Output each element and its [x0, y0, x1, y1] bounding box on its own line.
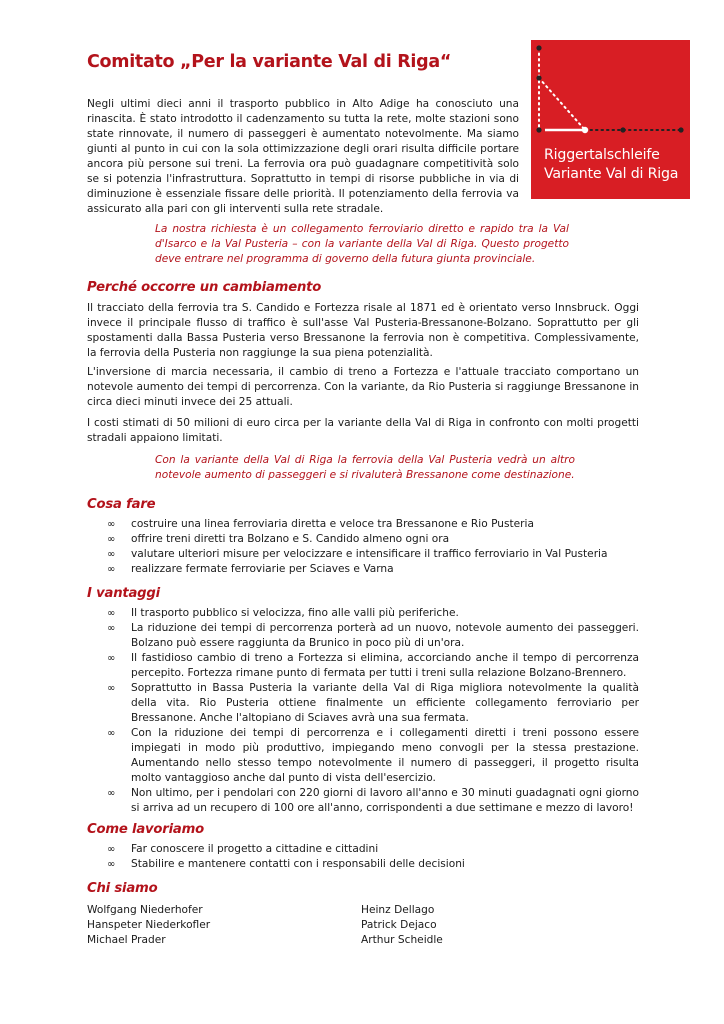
infinity-bullet-icon: ∞ [107, 549, 116, 560]
member-name: Heinz Dellago [361, 904, 435, 916]
logo [531, 40, 690, 199]
intro-quote: La nostra richiesta è un collegamento ferroviario diretto e rapido tra la Val d'Isarco e la Val Pusteria – con la variante della Val di Riga. Questo progetto deve entrare nel programma di governo della futura giunta provinciale. [155, 223, 569, 265]
infinity-bullet-icon: ∞ [107, 653, 116, 664]
list-item: ∞ valutare ulteriori misure per velocizzare e intensificare il traffico ferroviario in Val Pusteria [107, 548, 608, 560]
member-name: Michael Prader [87, 934, 166, 946]
list-item: ∞ La riduzione dei tempi di percorrenza porterà ad un nuovo, notevole aumento dei passeggeri. Bolzano può essere raggiunta da Brunico in poco più di un'ora. [107, 622, 639, 649]
logo-text [544, 146, 678, 184]
intro-paragraph: Negli ultimi dieci anni il trasporto pubblico in Alto Adige ha conosciuto una rinascita. È stato introdotto il cadenzamento su tutta la rete, molte stazioni sono state rinnovate, il numero di passeggeri è aumentato notevolmente. Ma siamo giunti al punto in cui con la sola ottimizzazione degli orari risulta difficile portare ancora più persone sui treni. La ferrovia ora può guadagnare competitività solo se si potenzia l'infrastruttura. Soprattutto in tempi di risorse pubbliche in via di diminuzione è essenziale fissare delle priorità. Il potenziamento della ferrovia va assicurato alla pari con gli interventi sulla rete stradale. [87, 98, 519, 215]
heading-todo: Cosa fare [87, 497, 156, 512]
heading-how: Come lavoriamo [87, 822, 205, 837]
infinity-bullet-icon: ∞ [107, 728, 116, 739]
member-name: Hanspeter Niederkofler [87, 919, 211, 931]
why-paragraph-1: Il tracciato della ferrovia tra S. Candido e Fortezza risale al 1871 ed è orientato verso Innsbruck. Oggi invece il principale flusso di traffico è sull'asse Val Pusteria-Bressanone-Bolzano. Soprattutto per gli spostamenti dalla Bassa Pusteria verso Bressanone la ferrovia non è competitiva. Complessivamente, la ferrovia della Pusteria non raggiunge la sua piena potenzialità. [87, 302, 639, 359]
infinity-bullet-icon: ∞ [107, 564, 116, 575]
list-item: ∞ costruire una linea ferroviaria diretta e veloce tra Bressanone e Rio Pusteria [107, 518, 534, 530]
how-list [87, 842, 639, 872]
benefits-list [87, 606, 639, 816]
infinity-bullet-icon: ∞ [107, 844, 116, 855]
infinity-bullet-icon: ∞ [107, 534, 116, 545]
list-item: ∞ Il trasporto pubblico si velocizza, fino alle valli più periferiche. [107, 607, 459, 619]
member-name: Wolfgang Niederhofer [87, 904, 203, 916]
list-item: ∞ Con la riduzione dei tempi di percorrenza e i collegamenti diretti i treni possono essere impiegati in modo più produttivo, impiegando meno convogli per la stessa prestazione. Aumentando nello stesso tempo notevolmente il numero di passeggeri, il progetto risulta molto vantaggioso anche dal punto di vista dell'esercizio. [107, 727, 639, 784]
list-item: ∞ offrire treni diretti tra Bolzano e S. Candido almeno ogni ora [107, 533, 450, 545]
infinity-bullet-icon: ∞ [107, 683, 116, 694]
logo-line-1: Riggertalschleife [544, 147, 660, 163]
infinity-bullet-icon: ∞ [107, 788, 116, 799]
heading-who: Chi siamo [87, 881, 158, 896]
infinity-bullet-icon: ∞ [107, 859, 116, 870]
document-title: Comitato „Per la variante Val di Riga“ [87, 52, 452, 72]
why-quote: Con la variante della Val di Riga la ferrovia della Val Pusteria vedrà un altro notevole aumento di passeggeri e si rivaluterà Bressanone come destinazione. [155, 454, 575, 481]
heading-benefits: I vantaggi [87, 586, 160, 601]
member-name: Patrick Dejaco [361, 919, 437, 931]
member-name: Arthur Scheidle [361, 934, 443, 946]
heading-why: Perché occorre un cambiamento [87, 280, 322, 295]
list-item: ∞ Soprattutto in Bassa Pusteria la variante della Val di Riga migliora notevolmente la qualità della vita. Rio Pusteria ottiene finalmente un efficiente collegamento ferroviario per Bressanone. Anche l'altopiano di Sciaves avrà una sua fermata. [107, 682, 639, 724]
list-item: ∞ Far conoscere il progetto a cittadine e cittadini [107, 843, 379, 855]
why-paragraph-3: I costi stimati di 50 milioni di euro circa per la variante della Val di Riga in confronto con molti progetti stradali appaiono limitati. [87, 417, 639, 444]
infinity-bullet-icon: ∞ [107, 519, 116, 530]
infinity-bullet-icon: ∞ [107, 608, 116, 619]
members-right-column [361, 903, 443, 948]
why-paragraph-2: L'inversione di marcia necessaria, il cambio di treno a Fortezza e l'attuale tracciato comportano un notevole aumento dei tempi di percorrenza. Con la variante, da Rio Pusteria si raggiunge Bressanone in circa dieci minuti invece dei 25 attuali. [87, 366, 639, 408]
list-item: ∞ Non ultimo, per i pendolari con 220 giorni di lavoro all'anno e 30 minuti guadagnati ogni giorno si arriva ad un recupero di 100 ore all'anno, corrispondenti a due settimane e mezzo di lavoro! [107, 787, 639, 814]
list-item: ∞ Il fastidioso cambio di treno a Fortezza si elimina, accorciando anche il tempo di percorrenza percepito. Fortezza rimane punto di fermata per tutti i treni sulla relazione Bolzano-Brennero. [107, 652, 639, 679]
infinity-bullet-icon: ∞ [107, 623, 116, 634]
todo-list [87, 517, 639, 577]
list-item: ∞ Stabilire e mantenere contatti con i responsabili delle decisioni [107, 858, 465, 870]
list-item: ∞ realizzare fermate ferroviarie per Sciaves e Varna [107, 563, 394, 575]
logo-line-2: Variante Val di Riga [544, 166, 679, 182]
members-left-column [87, 903, 210, 948]
